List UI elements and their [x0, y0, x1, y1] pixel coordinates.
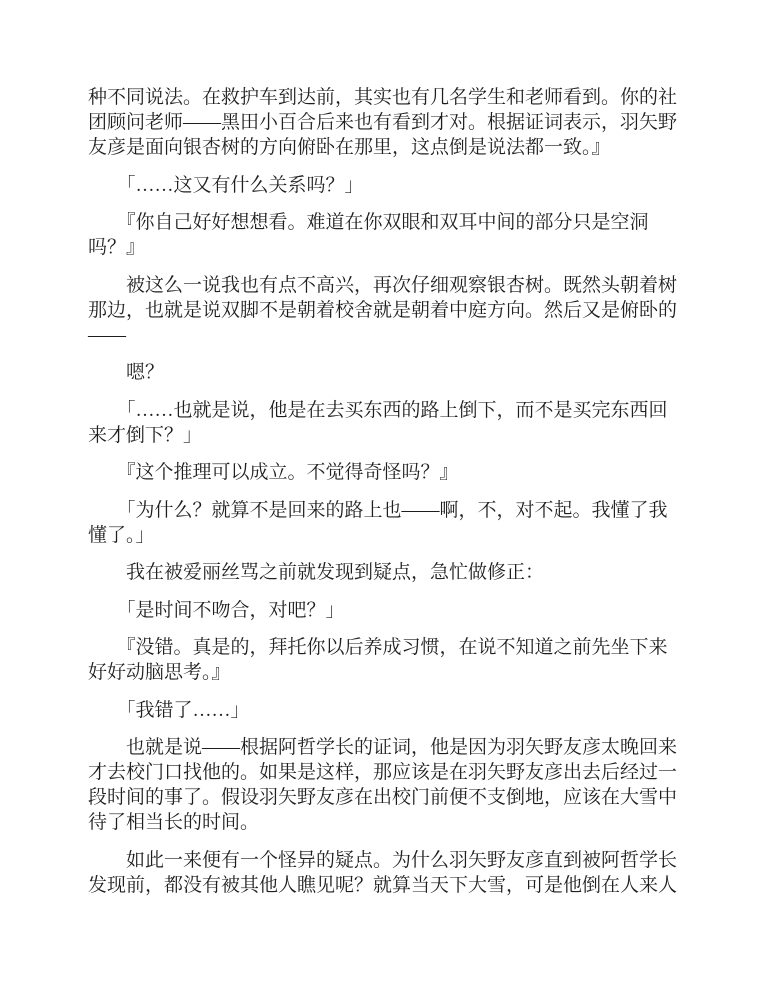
text-line: 来才倒下？」: [88, 424, 203, 446]
text-line: ——: [88, 324, 126, 346]
text-line: 友彦是面向银杏树的方向俯卧在那里，这点倒是说法都一致。』: [88, 137, 611, 158]
paragraph: [88, 635, 680, 685]
text-line: 种不同说法。在救护车到达前，其实也有几名学生和老师看到。你的社: [88, 87, 678, 108]
text-line: 发现前，都没有被其他人瞧见呢？就算当天下大雪，可是他倒在人来人: [88, 874, 678, 896]
text-line: 被这么一说我也有点不高兴，再次仔细观察银杏树。既然头朝着树: [88, 274, 678, 296]
text-line: 段时间的事了。假设羽矢野友彦在出校门前便不支倒地，应该在大雪中: [88, 787, 678, 808]
text-line: 嗯？: [88, 362, 165, 383]
text-line: 「……这又有什么关系吗？」: [88, 174, 364, 196]
paragraph: [88, 85, 680, 160]
text-line: 『没错。真是的，拜托你以后养成习惯，在说不知道之前先坐下来: [88, 637, 668, 658]
text-line: 也就是说——根据阿哲学长的证词，他是因为羽矢野友彦太晚回来: [88, 737, 678, 758]
paragraph: [88, 210, 680, 260]
text-line: 才去校门口找他的。如果是这样，那应该是在羽矢野友彦出去后经过一: [88, 762, 678, 783]
paragraph: [88, 848, 680, 898]
paragraph: [88, 498, 680, 548]
paragraph: [88, 598, 680, 623]
paragraph: [88, 398, 680, 448]
paragraph: [88, 273, 680, 348]
text-line: 「是时间不吻合，对吧？」: [88, 599, 345, 621]
text-line: 『你自己好好想想看。难道在你双眼和双耳中间的部分只是空洞: [88, 212, 649, 233]
paragraph: [88, 173, 680, 198]
text-line: 『这个推理可以成立。不觉得奇怪吗？』: [88, 462, 459, 483]
paragraph: [88, 698, 680, 723]
text-line: 懂了。」: [88, 524, 155, 546]
text-line: 「我错了……」: [88, 699, 250, 721]
paragraph: [88, 460, 680, 485]
text-line: 待了相当长的时间。: [88, 812, 260, 833]
text-line: 好好动脑思考。』: [88, 662, 231, 683]
text-line: 团顾问老师——黑田小百合后来也有看到才对。根据证词表示，羽矢野: [88, 112, 678, 133]
text-line: 我在被爱丽丝骂之前就发现到疑点，急忙做修正：: [88, 562, 545, 583]
paragraph: [88, 560, 680, 585]
text-line: 吗？』: [88, 237, 146, 258]
text-line: 「为什么？就算不是回来的路上也——啊，不，对不起。我懂了我: [88, 499, 668, 521]
text-content: [88, 85, 680, 910]
paragraph: [88, 735, 680, 835]
text-line: 「……也就是说，他是在去买东西的路上倒下，而不是买完东西回: [88, 399, 668, 421]
paragraph: [88, 360, 680, 385]
text-line: 如此一来便有一个怪异的疑点。为什么羽矢野友彦直到被阿哲学长: [88, 849, 678, 871]
text-line: 那边，也就是说双脚不是朝着校舍就是朝着中庭方向。然后又是俯卧的: [88, 299, 678, 321]
